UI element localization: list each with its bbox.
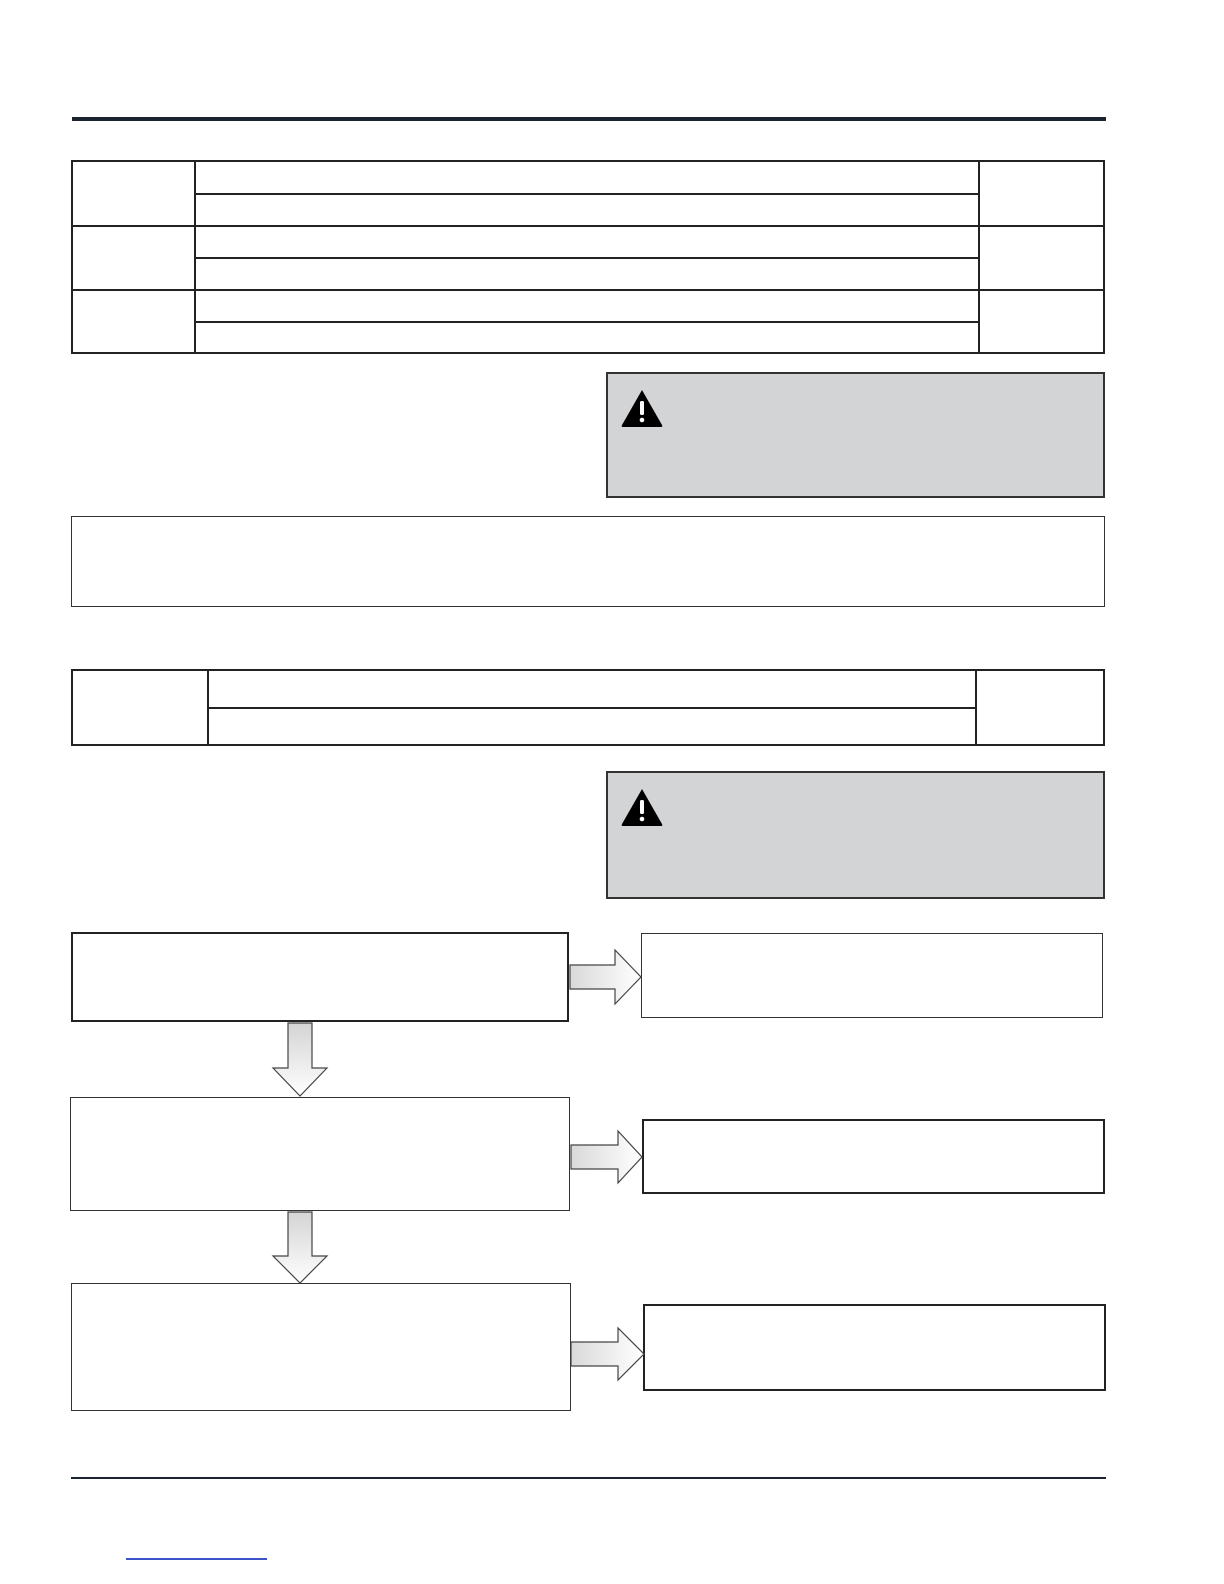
header-rule <box>72 117 1106 121</box>
arrow-right-icon <box>570 1326 646 1382</box>
note-box <box>71 516 1105 607</box>
arrow-right-icon <box>569 948 643 1006</box>
arrow-right-icon <box>570 1129 644 1185</box>
spec-table-bottom <box>71 669 1105 746</box>
warning-triangle-icon <box>620 787 664 827</box>
arrow-down-icon <box>271 1022 329 1098</box>
warning-triangle-icon <box>620 388 664 428</box>
flow-step-2 <box>70 1097 570 1211</box>
spec-table-top <box>71 160 1105 354</box>
flow-step-1 <box>71 932 569 1022</box>
flow-result-1 <box>641 933 1103 1018</box>
flow-result-3 <box>643 1304 1106 1391</box>
footer-link[interactable] <box>126 1558 267 1560</box>
warning-box-2 <box>606 771 1105 899</box>
flow-step-3 <box>71 1283 571 1411</box>
footer-rule <box>71 1477 1106 1479</box>
flow-result-2 <box>642 1119 1105 1194</box>
warning-box-1 <box>606 372 1105 498</box>
arrow-down-icon <box>271 1211 329 1285</box>
